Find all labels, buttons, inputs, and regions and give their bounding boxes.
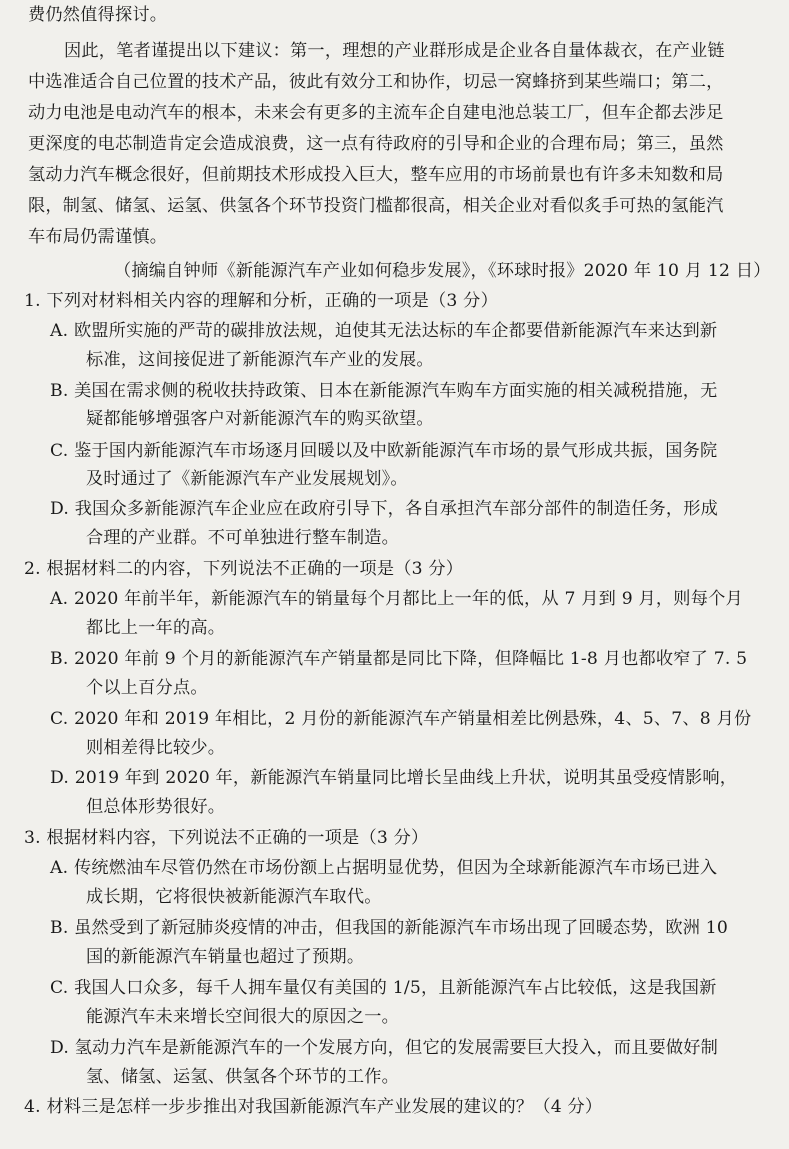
text-line: 费仍然值得探讨。: [28, 5, 168, 25]
option-b-cont: 国的新能源汽车销量也超过了预期。: [86, 947, 365, 967]
option-b: B. 美国在需求侧的税收扶持政策、日本在新能源汽车购车方面实施的相关减税措施，无: [50, 381, 718, 401]
option-a: A. 传统燃油车尽管仍然在市场份额上占据明显优势，但因为全球新能源汽车市场已进入: [50, 858, 718, 878]
text-line: 氢动力汽车概念很好，但前期技术形成投入巨大，整车应用的市场前景也有许多未知数和局: [28, 165, 724, 185]
option-a: A. 2020 年前半年，新能源汽车的销量每个月都比上一年的低，从 7 月到 9 月，则每个月: [50, 589, 743, 609]
option-a-cont: 成长期，它将很快被新能源汽车取代。: [86, 887, 382, 907]
option-c-cont: 能源汽车未来增长空间很大的原因之一。: [86, 1007, 399, 1027]
text-line: 限，制氢、储氢、运氢、供氢各个环节投资门槛都很高，相关企业对看似炙手可热的氢能汽: [28, 196, 724, 216]
text-line: 因此，笔者谨提出以下建议：第一，理想的产业群形成是企业各自量体裁衣，在产业链: [64, 41, 725, 61]
option-c: C. 鉴于国内新能源汽车市场逐月回暖以及中欧新能源汽车市场的景气形成共振，国务院: [50, 441, 718, 461]
question-4: 4. 材料三是怎样一步步推出对我国新能源汽车产业发展的建议的？（4 分）: [24, 1097, 603, 1117]
option-b: B. 2020 年前 9 个月的新能源汽车产销量都是同比下降，但降幅比 1-8 月也都收窄了 7. 5: [50, 649, 748, 669]
option-c: C. 我国人口众多，每千人拥车量仅有美国的 1/5，且新能源汽车占比较低，这是我国新: [50, 978, 717, 998]
question-1: 1. 下列对材料相关内容的理解和分析，正确的一项是（3 分）: [24, 291, 498, 311]
option-a: A. 欧盟所实施的严苛的碳排放法规，迫使其无法达标的车企都要借新能源汽车来达到新: [50, 321, 718, 341]
option-d-cont: 合理的产业群。不可单独进行整车制造。: [86, 528, 399, 548]
option-b-cont: 疑都能够增强客户对新能源汽车的购买欲望。: [86, 409, 434, 429]
text-line: 更深度的电芯制造肯定会造成浪费，这一点有待政府的引导和企业的合理布局；第三，虽然: [28, 134, 724, 154]
option-d-cont: 氢、储氢、运氢、供氢各个环节的工作。: [86, 1067, 399, 1087]
option-d: D. 2019 年到 2020 年，新能源汽车销量同比增长呈曲线上升状，说明其虽受疫情影响，: [50, 768, 738, 788]
option-c: C. 2020 年和 2019 年相比，2 月份的新能源汽车产销量相差比例悬殊，4、5、7、8 月份: [50, 709, 752, 729]
question-2: 2. 根据材料二的内容，下列说法不正确的一项是（3 分）: [24, 559, 464, 579]
text-line: 中选准适合自己位置的技术产品，彼此有效分工和协作，切忌一窝蜂挤到某些端口；第二，: [28, 72, 724, 92]
option-a-cont: 都比上一年的高。: [86, 618, 226, 638]
source-citation: （摘编自钟师《新能源汽车产业如何稳步发展》，《环球时报》2020 年 10 月 12 日）: [114, 261, 771, 281]
question-3: 3. 根据材料内容，下列说法不正确的一项是（3 分）: [24, 828, 429, 848]
option-b: B. 虽然受到了新冠肺炎疫情的冲击，但我国的新能源汽车市场出现了回暖态势，欧洲 10: [50, 918, 729, 938]
option-c-cont: 则相差得比较少。: [86, 738, 226, 758]
option-d-cont: 但总体形势很好。: [86, 797, 226, 817]
option-a-cont: 标准，这间接促进了新能源汽车产业的发展。: [86, 350, 434, 370]
option-d: D. 我国众多新能源汽车企业应在政府引导下，各自承担汽车部分部件的制造任务，形成: [50, 499, 719, 519]
text-line: 动力电池是电动汽车的根本，未来会有更多的主流车企自建电池总装工厂，但车企都去涉足: [28, 103, 724, 123]
text-line: 车布局仍需谨慎。: [28, 227, 168, 247]
option-d: D. 氢动力汽车是新能源汽车的一个发展方向，但它的发展需要巨大投入，而且要做好制: [50, 1038, 719, 1058]
option-b-cont: 个以上百分点。: [86, 678, 208, 698]
option-c-cont: 及时通过了《新能源汽车产业发展规划》。: [86, 469, 408, 489]
